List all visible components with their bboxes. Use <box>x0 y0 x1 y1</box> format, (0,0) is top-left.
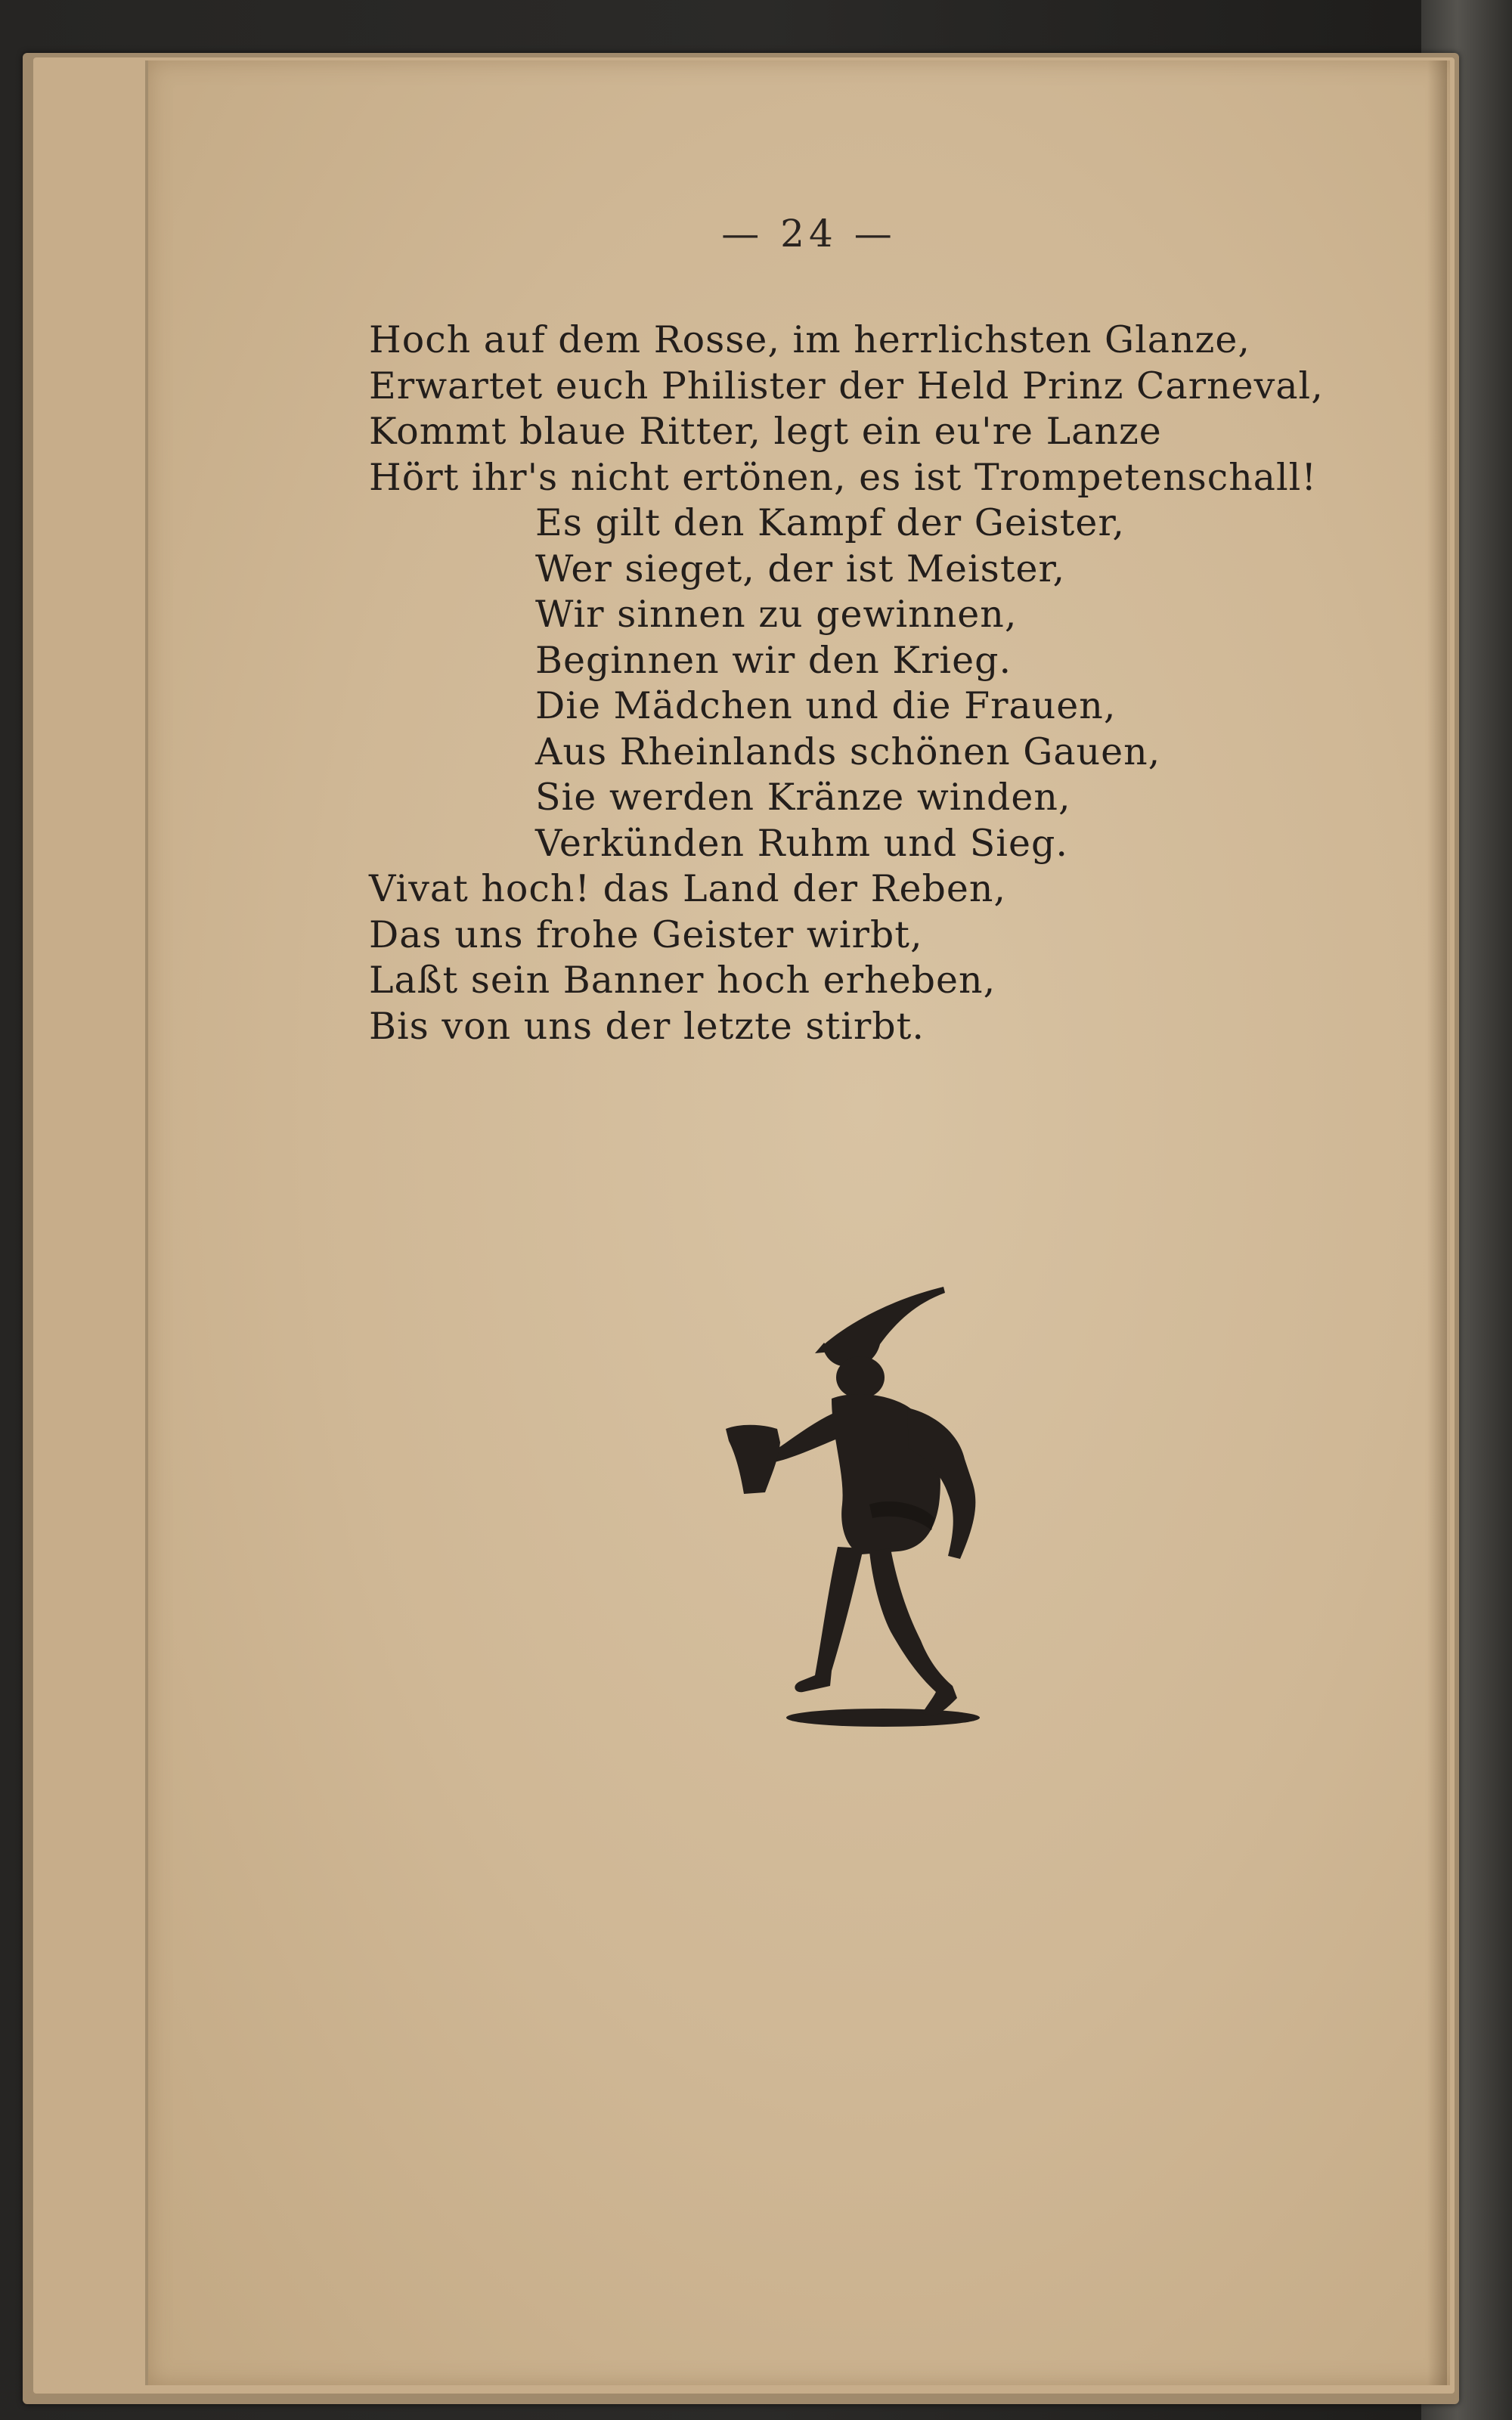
jester-cap <box>823 1287 945 1367</box>
poem-line: Bis von uns der letzte stirbt. <box>369 1004 925 1048</box>
jester-head <box>836 1356 885 1399</box>
poem-line: Aus Rheinlands schönen Gauen, <box>535 730 1161 773</box>
page-number: — 24 — <box>721 212 897 256</box>
poem-line: Wir sinnen zu gewinnen, <box>535 593 1018 636</box>
jester-left-leg <box>795 1547 863 1692</box>
poem-line: Verkünden Ruhm und Sieg. <box>535 821 1068 865</box>
poem <box>369 318 1329 1049</box>
poem-line: Das uns frohe Geister wirbt, <box>369 913 923 956</box>
poem-line: Beginnen wir den Krieg. <box>535 638 1012 682</box>
poem-line: Kommt blaue Ritter, legt ein eu're Lanze <box>369 410 1162 453</box>
jester-illustration <box>718 1278 1036 1731</box>
poem-line: Erwartet euch Philister der Held Prinz Carneval, <box>369 364 1324 407</box>
poem-line: Laßt sein Banner hoch erheben, <box>369 959 996 1002</box>
jester-silhouette-icon <box>718 1278 1036 1731</box>
poem-line: Die Mädchen und die Frauen, <box>535 684 1117 727</box>
poem-line: Wer sieget, der ist Meister, <box>535 547 1066 590</box>
poem-line: Vivat hoch! das Land der Reben, <box>369 867 1006 910</box>
poem-line: Sie werden Kränze winden, <box>535 776 1071 819</box>
poem-line: Hoch auf dem Rosse, im herrlichsten Glanze, <box>369 318 1250 361</box>
page-edge-shadow <box>1427 60 1447 2385</box>
poem-line: Hört ihr's nicht ertönen, es ist Trompetenschall! <box>369 455 1318 499</box>
ground-shadow <box>786 1709 980 1727</box>
jester-right-leg <box>869 1548 957 1716</box>
jester-held-hat <box>726 1425 780 1494</box>
poem-line: Es gilt den Kampf der Geister, <box>535 501 1125 544</box>
